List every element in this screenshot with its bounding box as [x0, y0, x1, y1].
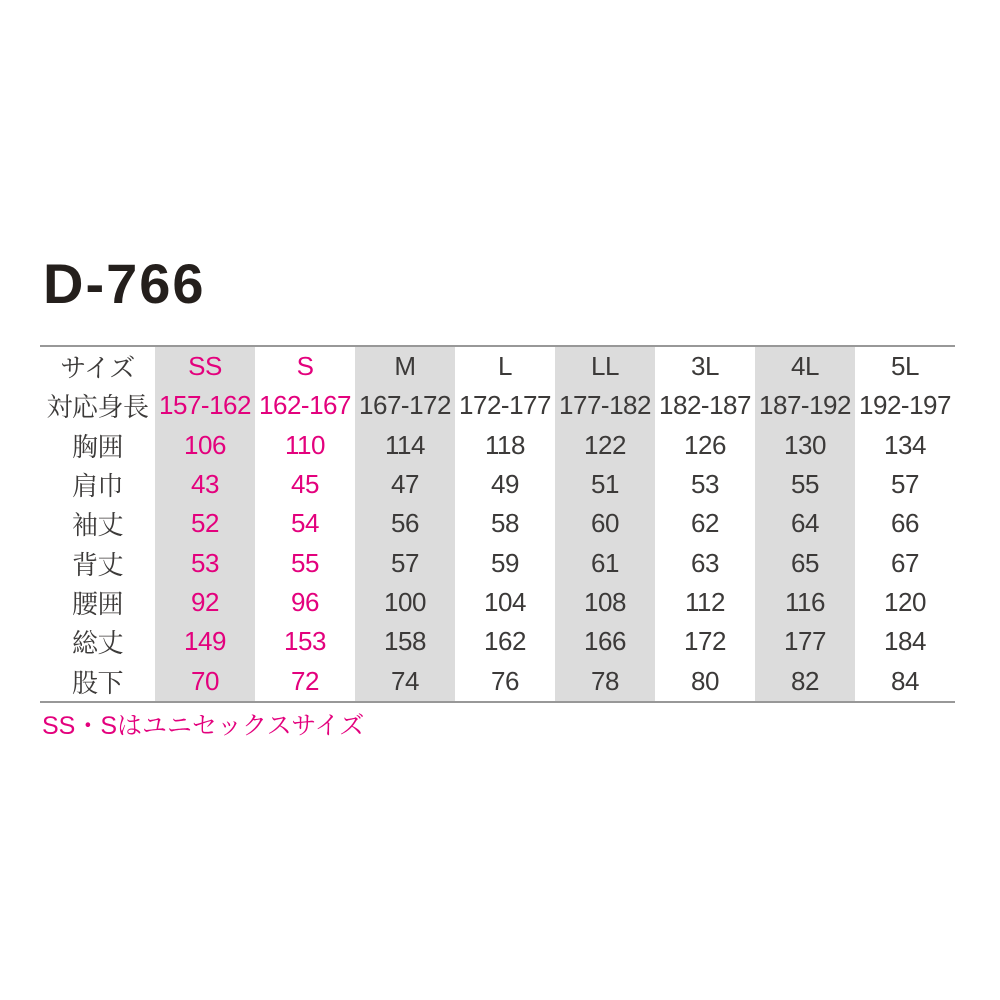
row-label-cell: 袖丈: [71, 510, 123, 541]
value-cell: 53: [155, 543, 255, 582]
value-cell: 172-177: [459, 390, 551, 421]
value-cell: 76: [491, 665, 519, 696]
value-cell: 120: [884, 586, 926, 617]
size-header-cell: SS: [155, 347, 255, 386]
table-corner-label: サイズ: [60, 353, 135, 384]
size-header-cell: 5L: [891, 351, 919, 382]
value-cell: 187-192: [755, 386, 855, 425]
row-label-cell: 総丈: [71, 628, 123, 659]
value-cell: 52: [155, 504, 255, 543]
value-cell: 57: [355, 543, 455, 582]
value-cell: 130: [755, 426, 855, 465]
value-cell: 184: [884, 626, 926, 657]
value-cell: 153: [284, 626, 326, 657]
row-label-cell: 対応身長: [46, 392, 149, 423]
value-cell: 80: [691, 665, 719, 696]
size-header-cell: 3L: [691, 351, 719, 382]
value-cell: 167-172: [355, 386, 455, 425]
value-cell: 45: [291, 469, 319, 500]
size-header-cell: M: [355, 347, 455, 386]
value-cell: 61: [555, 543, 655, 582]
row-label-cell: 肩巾: [71, 471, 123, 502]
value-cell: 177: [755, 622, 855, 661]
value-cell: 158: [355, 622, 455, 661]
value-cell: 177-182: [555, 386, 655, 425]
value-cell: 162-167: [259, 390, 351, 421]
value-cell: 84: [891, 665, 919, 696]
value-cell: 43: [155, 465, 255, 504]
value-cell: 116: [755, 583, 855, 622]
value-cell: 82: [755, 661, 855, 700]
value-cell: 182-187: [659, 390, 751, 421]
value-cell: 96: [291, 586, 319, 617]
value-cell: 56: [355, 504, 455, 543]
value-cell: 92: [155, 583, 255, 622]
size-header-cell: S: [296, 351, 314, 382]
value-cell: 100: [355, 583, 455, 622]
size-header-cell: L: [498, 351, 512, 382]
row-label-cell: 背丈: [71, 549, 123, 580]
value-cell: 57: [891, 469, 919, 500]
value-cell: 134: [884, 429, 926, 460]
value-cell: 66: [891, 508, 919, 539]
row-label-cell: 腰囲: [71, 588, 123, 619]
value-cell: 60: [555, 504, 655, 543]
value-cell: 58: [491, 508, 519, 539]
value-cell: 49: [491, 469, 519, 500]
value-cell: 51: [555, 465, 655, 504]
value-cell: 62: [691, 508, 719, 539]
value-cell: 55: [291, 547, 319, 578]
size-header-cell: 4L: [755, 347, 855, 386]
value-cell: 72: [291, 665, 319, 696]
product-title: D-766: [43, 252, 206, 315]
row-label-cell: 胸囲: [71, 431, 123, 462]
value-cell: 162: [484, 626, 526, 657]
value-cell: 74: [355, 661, 455, 700]
value-cell: 118: [485, 429, 525, 460]
value-cell: 78: [555, 661, 655, 700]
value-cell: 70: [155, 661, 255, 700]
value-cell: 104: [484, 586, 526, 617]
value-cell: 55: [755, 465, 855, 504]
value-cell: 126: [684, 429, 726, 460]
unisex-size-footnote: SS・Sはユニセックスサイズ: [42, 712, 365, 740]
value-cell: 65: [755, 543, 855, 582]
value-cell: 54: [291, 508, 319, 539]
value-cell: 172: [684, 626, 726, 657]
value-cell: 157-162: [155, 386, 255, 425]
value-cell: 192-197: [859, 390, 951, 421]
value-cell: 149: [155, 622, 255, 661]
value-cell: 53: [691, 469, 719, 500]
value-cell: 122: [555, 426, 655, 465]
value-cell: 47: [355, 465, 455, 504]
size-header-cell: LL: [555, 347, 655, 386]
value-cell: 166: [555, 622, 655, 661]
row-label-cell: 股下: [71, 667, 123, 698]
value-cell: 67: [891, 547, 919, 578]
value-cell: 114: [355, 426, 455, 465]
size-table: [40, 345, 955, 703]
value-cell: 64: [755, 504, 855, 543]
value-cell: 59: [491, 547, 519, 578]
value-cell: 112: [685, 586, 725, 617]
value-cell: 110: [285, 429, 325, 460]
value-cell: 106: [155, 426, 255, 465]
value-cell: 63: [691, 547, 719, 578]
value-cell: 108: [555, 583, 655, 622]
